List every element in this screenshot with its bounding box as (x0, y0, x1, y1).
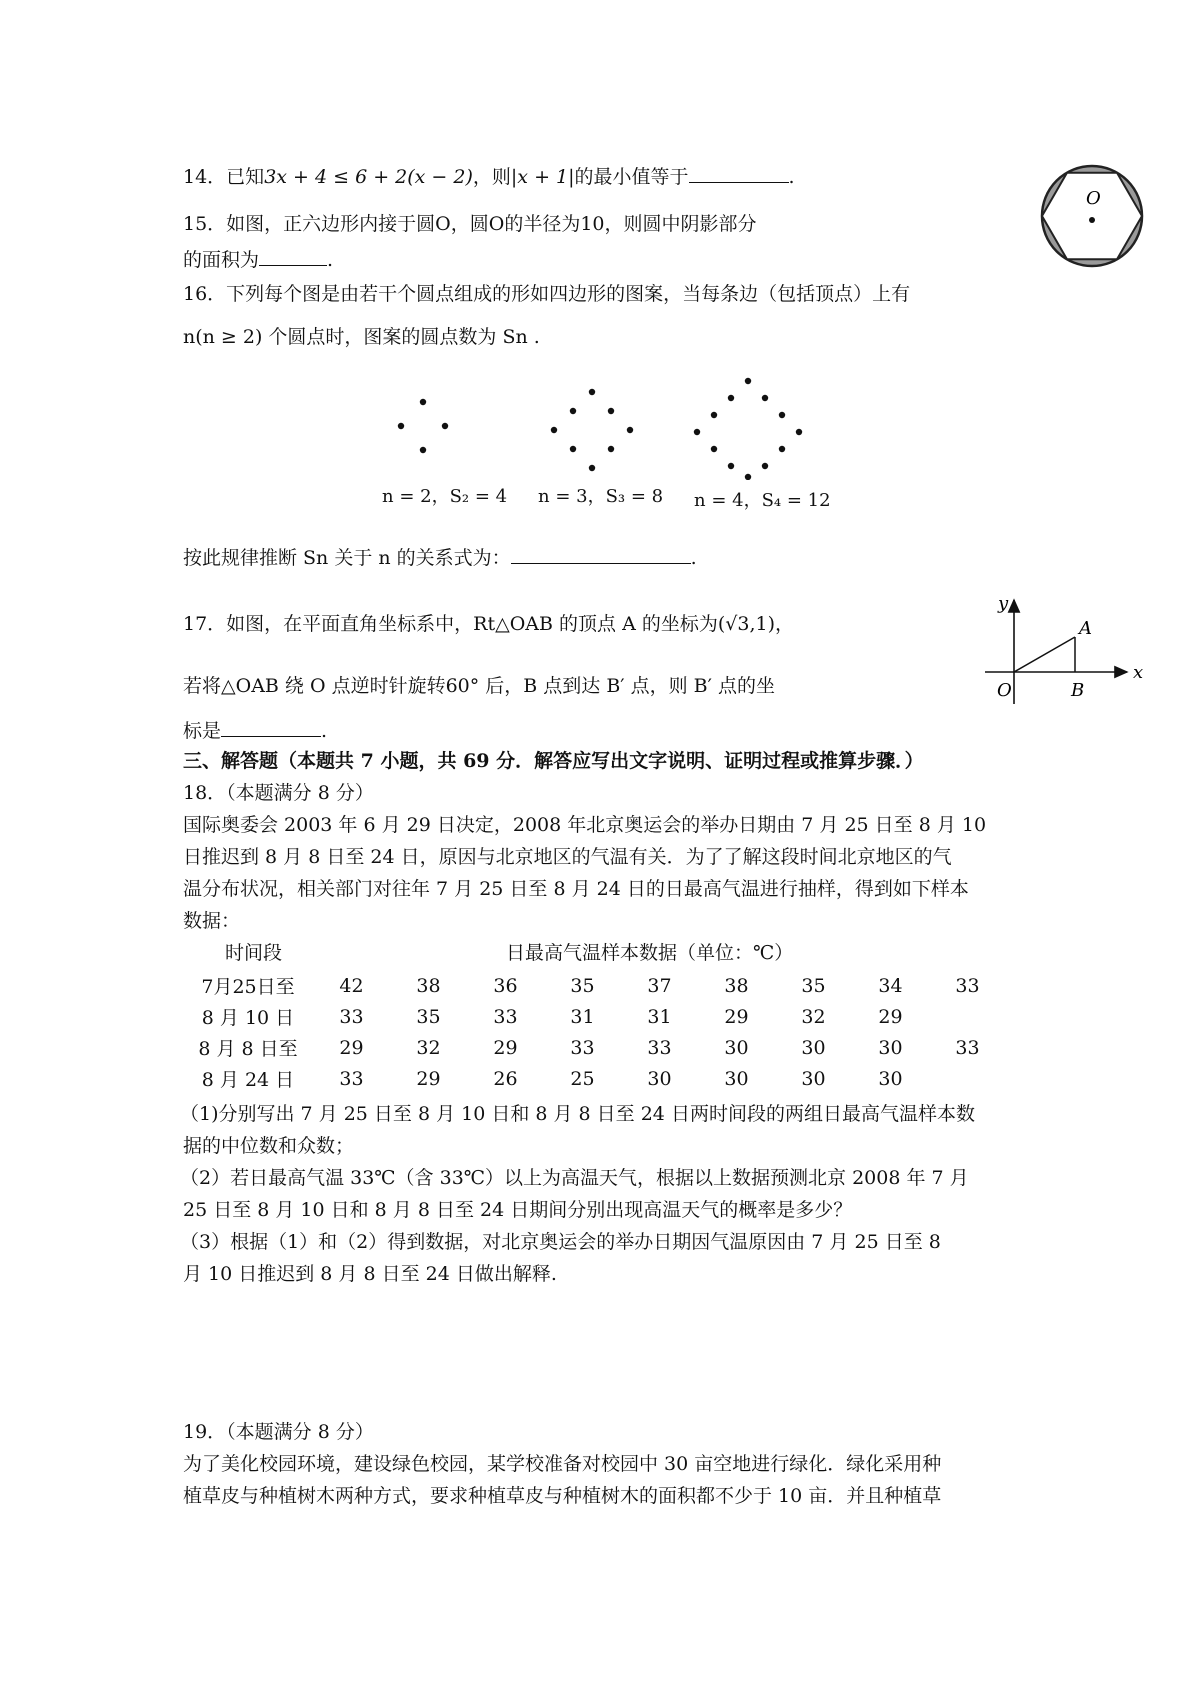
table-cell: 32 (416, 1036, 441, 1059)
q15-line-2 (183, 245, 333, 274)
table-cell: 34 (878, 974, 903, 997)
label-b: B (1071, 680, 1085, 701)
q19-paragraph-2: 植草皮与种植树木两种方式，要求种植草皮与种植树木的面积都不少于 10 亩．并且种植草 (183, 1485, 942, 1507)
q19-header: 19．（本题满分 8 分） (183, 1421, 374, 1443)
table-cell: 29 (724, 1005, 749, 1028)
table-cell: 31 (647, 1005, 672, 1028)
q15-answer-blank[interactable] (259, 245, 327, 266)
q15-line2-text: 的面积为 (183, 249, 260, 271)
q18-sub-1b: 据的中位数和众数； (183, 1135, 355, 1157)
table-cell: 30 (647, 1067, 672, 1090)
q16-caption-n4: n = 4，S₄ = 12 (694, 490, 831, 511)
q15-center-dot (1089, 217, 1095, 223)
q15-end: . (327, 249, 334, 271)
table-cell: 35 (570, 974, 595, 997)
label-a: A (1079, 618, 1092, 639)
q18-sub-3a: （3）根据（1）和（2）得到数据，对北京奥运会的举办日期因气温原因由 7 月 25 日至 8 (180, 1231, 941, 1253)
table-cell: 42 (339, 974, 364, 997)
q19-paragraph-1: 为了美化校园环境，建设绿色校园，某学校准备对校园中 30 亩空地进行绿化．绿化采用种 (183, 1453, 942, 1475)
table-cell (929, 1063, 1006, 1094)
q16-caption-n2: n = 2，S₂ = 4 (382, 486, 508, 507)
table-row (183, 1001, 1006, 1032)
question-14 (183, 162, 795, 191)
table-cell: 26 (493, 1067, 518, 1090)
q18-sub-2a: （2）若日最高气温 33℃（含 33℃）以上为高温天气，根据以上数据预测北京 2008 年 7 月 (180, 1167, 969, 1189)
q18-header: 18．（本题满分 8 分） (183, 782, 374, 804)
table-cell: 33 (955, 974, 980, 997)
q16-line-1: 16．下列每个图是由若干个圆点组成的形如四边形的图案，当每条边（包括顶点）上有 (183, 283, 911, 305)
table-cell: 29 (878, 1005, 903, 1028)
table-cell: 35 (801, 974, 826, 997)
q17-line3-text: 标是 (183, 720, 222, 742)
q16-conclusion-text: 按此规律推断 Sn 关于 n 的关系式为： (183, 547, 511, 569)
q14-prefix: 14．已知 (183, 166, 265, 188)
q14-answer-blank[interactable] (689, 162, 789, 183)
table-cell: 33 (570, 1036, 595, 1059)
table-cell: 38 (416, 974, 441, 997)
q17-line-1: 17．如图，在平面直角坐标系中，Rt△OAB 的顶点 A 的坐标为(√3,1)， (183, 613, 794, 635)
segment-oa (1014, 637, 1075, 672)
q18-paragraph-2: 日推迟到 8 月 8 日至 24 日，原因与北京地区的气温有关．为了了解这段时间北京地区的气 (183, 846, 952, 868)
table-cell: 33 (339, 1067, 364, 1090)
q16-dot-patterns (380, 365, 840, 480)
table-cell: 33 (339, 1005, 364, 1028)
q16-conclusion (183, 543, 697, 572)
q16-end: . (690, 547, 697, 569)
table-cell: 29 (339, 1036, 364, 1059)
row-label: 8 月 24 日 (201, 1069, 295, 1091)
q14-end: . (788, 166, 795, 188)
q17-line-3 (183, 716, 327, 745)
q18-paragraph-3: 温分布状况，相关部门对往年 7 月 25 日至 8 月 24 日的日最高气温进行抽样，得到如下样本 (183, 878, 969, 900)
q14-inequality: 3x + 4 ≤ 6 + 2(x − 2) (264, 166, 473, 188)
table-cell: 33 (955, 1036, 980, 1059)
table-cell: 30 (801, 1036, 826, 1059)
table-cell: 29 (416, 1067, 441, 1090)
row-label: 8 月 8 日至 (198, 1038, 298, 1060)
table-cell: 25 (570, 1067, 595, 1090)
q17-end: . (321, 720, 328, 742)
table-row (183, 970, 1006, 1001)
label-x: x (1133, 662, 1144, 683)
table-cell: 38 (724, 974, 749, 997)
table-cell: 36 (493, 974, 518, 997)
q18-paragraph-1: 国际奥委会 2003 年 6 月 29 日决定，2008 年北京奥运会的举办日期由 7 月 25 日至 8 月 10 (183, 814, 987, 836)
table-cell (929, 1001, 1006, 1032)
q18-sub-1a: （1)分别写出 7 月 25 日至 8 月 10 日和 8 月 8 日至 24 日两时间段的两组日最高气温样本数 (180, 1103, 975, 1125)
q14-suffix: 的最小值等于 (574, 166, 689, 188)
q15-center-label: O (1086, 188, 1101, 209)
q16-line-2: n(n ≥ 2) 个圆点时，图案的圆点数为 Sn . (183, 326, 540, 348)
label-o: O (997, 680, 1012, 701)
table-cell: 31 (570, 1005, 595, 1028)
q16-answer-blank[interactable] (511, 543, 691, 564)
row-label: 7月25日至 (201, 976, 295, 998)
table-head-temps: 日最高气温样本数据（单位：℃） (506, 942, 794, 964)
table-head-period: 时间段 (225, 942, 283, 964)
q17-line-2: 若将△OAB 绕 O 点逆时针旋转60° 后，B 点到达 B′ 点，则 B′ 点的坐 (183, 675, 775, 697)
q14-mid: ，则 (472, 166, 511, 188)
q15-hexagon-circle-figure (1036, 162, 1148, 270)
table-cell: 30 (878, 1067, 903, 1090)
pattern-n2 (398, 399, 448, 453)
table-cell: 30 (724, 1036, 749, 1059)
q18-sub-3b: 月 10 日推迟到 8 月 8 日至 24 日做出解释. (183, 1263, 557, 1285)
table-cell: 33 (647, 1036, 672, 1059)
q17-answer-blank[interactable] (221, 716, 321, 737)
row-label: 8 月 10 日 (201, 1007, 295, 1029)
table-cell: 30 (724, 1067, 749, 1090)
q15-line-1: 15．如图，正六边形内接于圆O，圆O的半径为10，则圆中阴影部分 (183, 213, 757, 235)
table-cell: 32 (801, 1005, 826, 1028)
table-cell: 33 (493, 1005, 518, 1028)
table-cell: 29 (493, 1036, 518, 1059)
table-cell: 37 (647, 974, 672, 997)
q16-caption-n3: n = 3，S₃ = 8 (538, 486, 664, 507)
table-row (183, 1063, 1006, 1094)
pattern-n4 (694, 378, 802, 480)
q18-sub-2b: 25 日至 8 月 10 日和 8 月 8 日至 24 日期间分别出现高温天气的概率是多少？ (183, 1199, 853, 1221)
q18-paragraph-4: 数据： (183, 910, 241, 932)
q14-abs-expression: |x + 1| (510, 166, 575, 188)
table-cell: 30 (801, 1067, 826, 1090)
table-cell: 30 (878, 1036, 903, 1059)
table-row (183, 1032, 1006, 1063)
section-3-title: 三、解答题（本题共 7 小题，共 69 分．解答应写出文字说明、证明过程或推算步骤．） (183, 750, 924, 772)
q17-coordinate-figure (975, 592, 1145, 712)
temperature-table (183, 970, 1006, 1094)
pattern-n3 (551, 389, 633, 471)
table-cell: 35 (416, 1005, 441, 1028)
label-y: y (998, 593, 1009, 614)
